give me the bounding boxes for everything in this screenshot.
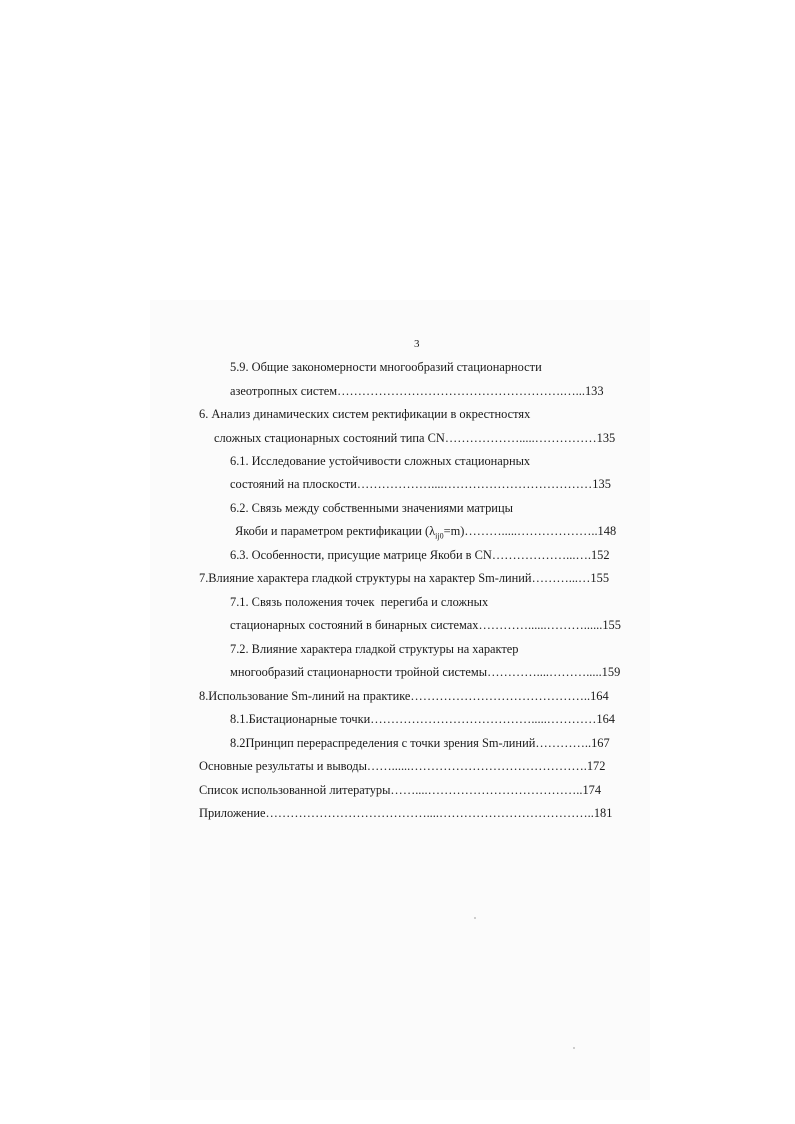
toc-entry-6-2-text-b: =m)……….....………………..148 — [443, 524, 617, 538]
toc-entry-8-2: 8.2Принцип перераспределения с точки зрения Sm-линий…………..167 — [230, 736, 610, 750]
toc-entry-7-2-title: 7.2. Влияние характера гладкой структуры на характер — [230, 642, 519, 656]
toc-entry-appendix: Приложение…………………………………....………………………………..181 — [199, 806, 613, 820]
toc-entry-6-title-cont: сложных стационарных состояний типа CN……………….....……………135 — [214, 431, 616, 445]
toc-entry-5-9-title-cont: азеотропных систем……………………………………………….…...133 — [230, 384, 604, 398]
toc-entry-bibliography: Список использованной литературы……....………………………………..174 — [199, 783, 602, 797]
toc-entry-6-1-title-cont: состояний на плоскости………………....………………………………135 — [230, 477, 611, 491]
toc-entry-6-2-title-cont — [235, 523, 616, 544]
scan-speck — [573, 1047, 575, 1049]
toc-entry-7-1-title-cont: стационарных состояний в бинарных системах…………......………......155 — [230, 618, 621, 632]
toc-entry-8: 8.Использование Sm-линий на практике……………………………………..164 — [199, 689, 609, 703]
toc-entry-6-3: 6.3. Особенности, присущие матрице Якоби в CN………………...….152 — [230, 548, 610, 562]
toc-entry-6-2-subscript: ij0 — [435, 531, 444, 541]
scan-speck — [474, 917, 476, 919]
toc-entry-7-1-title: 7.1. Связь положения точек перегиба и сложных — [230, 595, 489, 609]
toc-entry-8-1: 8.1.Бистационарные точки………………………………….....…………164 — [230, 712, 615, 726]
toc-entry-6-title: 6. Анализ динамических систем ректификации в окрестностях — [199, 407, 531, 421]
toc-entry-results: Основные результаты и выводы……......…………………………………….172 — [199, 759, 606, 773]
toc-entry-5-9-title: 5.9. Общие закономерности многообразий стационарности — [230, 360, 542, 374]
toc-entry-7: 7.Влияние характера гладкой структуры на характер Sm-линий………...…155 — [199, 571, 610, 585]
toc-entry-6-2-text-a: Якоби и параметром ректификации (λ — [235, 524, 436, 538]
toc-entry-7-2-title-cont: многообразий стационарности тройной системы…………....……….....159 — [230, 665, 621, 679]
page-number: 3 — [414, 338, 420, 350]
toc-entry-6-2-title: 6.2. Связь между собственными значениями матрицы — [230, 501, 513, 515]
toc-entry-6-1-title: 6.1. Исследование устойчивости сложных стационарных — [230, 454, 531, 468]
